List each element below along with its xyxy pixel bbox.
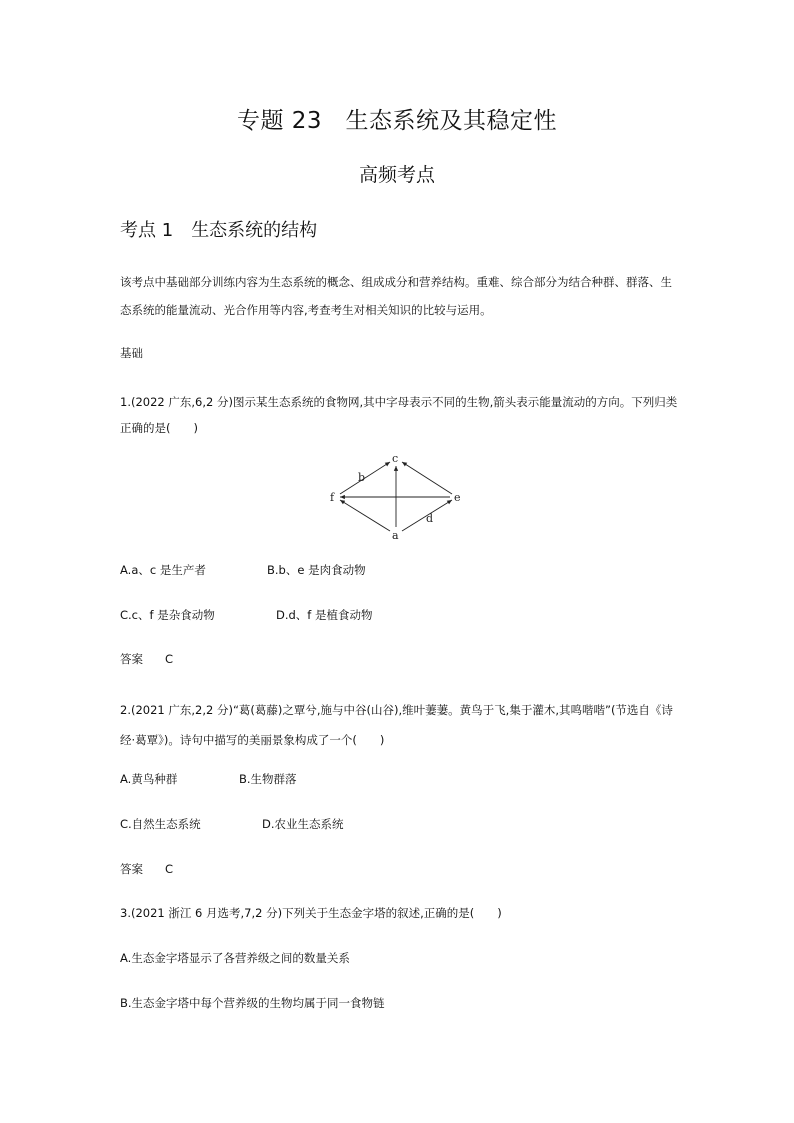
question-2-options-row-2 (120, 815, 344, 833)
question-1-options-row-2 (120, 606, 373, 624)
section-text: 生态系统的结构 (191, 220, 318, 241)
question-3-option-a: A.生态金字塔显示了各营养级之间的数量关系 (120, 951, 350, 965)
question-2-option-d: D.农业生态系统 (262, 817, 344, 831)
question-1-answer (120, 650, 173, 668)
arrow-e-to-c (402, 462, 452, 494)
question-1-option-b: B.b、e 是肉食动物 (267, 563, 366, 577)
question-1-stem: 1.(2022 广东,6,2 分)图示某生态系统的食物网,其中字母表示不同的生物,箭头表示能量流动的方向。下列归类正确的是( ) (120, 395, 678, 435)
arrow-a-to-f (340, 500, 390, 531)
question-1-option-a: A.a、c 是生产者 (120, 563, 206, 577)
page-subtitle: 高频考点 (358, 164, 435, 186)
answer-label: 答案 (120, 652, 143, 666)
intro-paragraph: 该考点中基础部分训练内容为生态系统的概念、组成成分和营养结构。重难、综合部分为结合种群、群落、生态系统的能量流动、光合作用等内容,考查考生对相关知识的比较与运用。 (120, 275, 672, 317)
question-2-options-row-1 (120, 770, 297, 788)
section-heading (120, 216, 317, 242)
question-3-option-b: B.生态金字塔中每个营养级的生物均属于同一食物链 (120, 996, 385, 1010)
node-e: e (454, 491, 461, 504)
food-web-diagram (320, 450, 470, 544)
question-2-stem: 2.(2021 广东,2,2 分)“葛(葛藤)之覃兮,施与中谷(山谷),维叶萋萋。黄鸟于飞,集于灌木,其鸣喈喈”(节选自《诗经·葛覃》)。诗句中描写的美丽景象构成了一个( ) (120, 703, 673, 747)
question-2-option-a: A.黄鸟种群 (120, 772, 178, 786)
node-d: d (426, 512, 434, 525)
question-2-option-b: B.生物群落 (239, 772, 297, 786)
page-title: 专题 23 生态系统及其稳定性 (236, 108, 558, 134)
node-a: a (392, 529, 399, 542)
question-1-option-d: D.d、f 是植食动物 (276, 608, 373, 622)
node-f: f (330, 491, 335, 504)
question-2-option-c: C.自然生态系统 (120, 817, 201, 831)
answer-label: 答案 (120, 862, 143, 876)
level-label: 基础 (120, 346, 143, 360)
question-3-stem: 3.(2021 浙江 6 月选考,7,2 分)下列关于生态金字塔的叙述,正确的是( ) (120, 906, 502, 920)
answer-value: C (165, 652, 174, 666)
node-c: c (392, 452, 399, 465)
section-prefix: 考点 1 (120, 220, 174, 241)
question-1-options-row-1 (120, 561, 366, 579)
question-2-answer (120, 860, 173, 878)
answer-value: C (165, 862, 174, 876)
question-1-option-c: C.c、f 是杂食动物 (120, 608, 215, 622)
node-b: b (358, 471, 366, 484)
